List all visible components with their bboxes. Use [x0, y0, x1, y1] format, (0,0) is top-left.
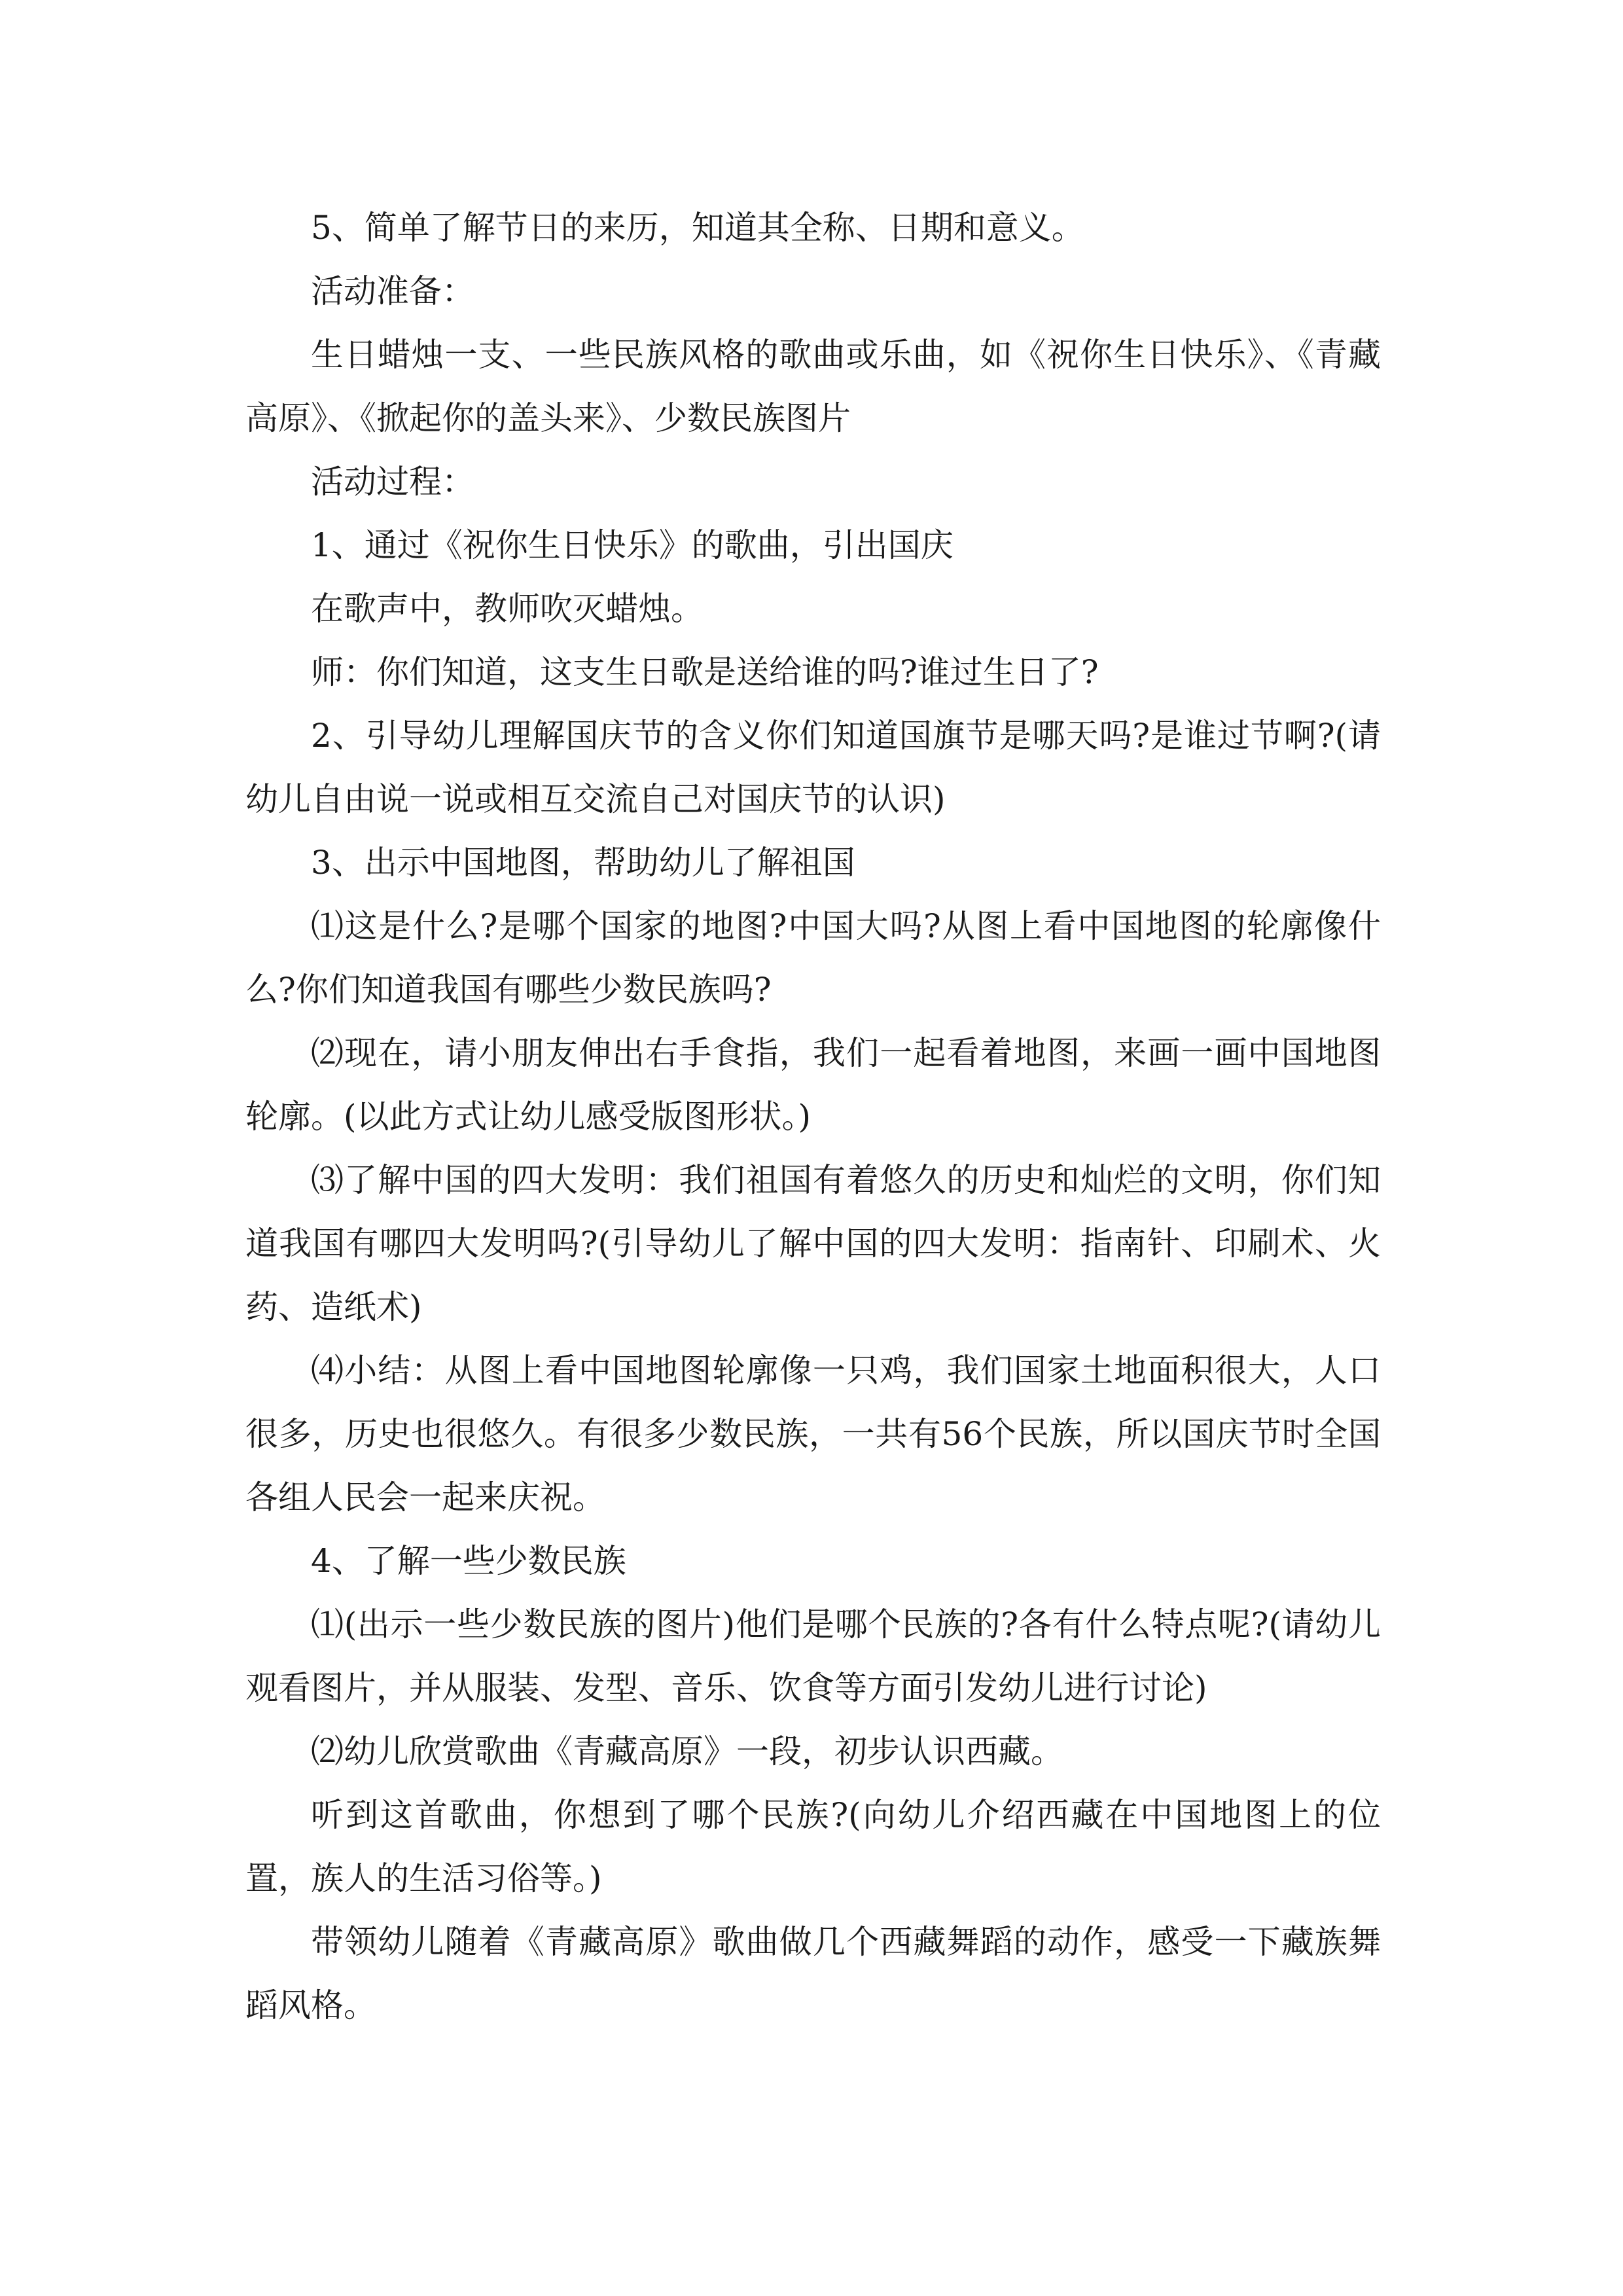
paragraph: 听到这首歌曲，你想到了哪个民族?(向幼儿介绍西藏在中国地图上的位置，族人的生活习俗等。)	[245, 1796, 1381, 1897]
paragraph: ⑴这是什么?是哪个国家的地图?中国大吗?从图上看中国地图的轮廓像什么?你们知道我国有哪些少数民族吗?	[245, 907, 1381, 1009]
paragraph: 带领幼儿随着《青藏高原》歌曲做几个西藏舞蹈的动作，感受一下藏族舞蹈风格。	[245, 1923, 1381, 2024]
paragraph: ⑵现在，请小朋友伸出右手食指，我们一起看着地图，来画一画中国地图轮廓。(以此方式让幼儿感受版图形状。)	[245, 1034, 1381, 1136]
section-heading: 活动过程：	[311, 463, 474, 501]
paragraph: 在歌声中，教师吹灭蜡烛。	[311, 590, 704, 628]
paragraph: ⑵幼儿欣赏歌曲《青藏高原》一段，初步认识西藏。	[311, 1732, 1063, 1770]
section-heading: 活动准备：	[311, 272, 474, 310]
paragraph: 2、引导幼儿理解国庆节的含义你们知道国旗节是哪天吗?是谁过节啊?(请幼儿自由说一说或相互交流自己对国庆节的认识)	[245, 717, 1381, 818]
paragraph: ⑷小结：从图上看中国地图轮廓像一只鸡，我们国家土地面积很大，人口很多，历史也很悠久。有很多少数民族，一共有56个民族，所以国庆节时全国各组人民会一起来庆祝。	[245, 1352, 1381, 1516]
paragraph: 生日蜡烛一支、一些民族风格的歌曲或乐曲，如《祝你生日快乐》、《青藏高原》、《掀起你的盖头来》、少数民族图片	[245, 336, 1381, 437]
document-body	[245, 196, 1381, 2037]
paragraph: 5、简单了解节日的来历，知道其全称、日期和意义。	[311, 209, 1084, 247]
paragraph: ⑴(出示一些少数民族的图片)他们是哪个民族的?各有什么特点呢?(请幼儿观看图片，并从服装、发型、音乐、饮食等方面引发幼儿进行讨论)	[245, 1605, 1381, 1707]
paragraph: 3、出示中国地图，帮助幼儿了解祖国	[311, 844, 855, 882]
paragraph: 师：你们知道，这支生日歌是送给谁的吗?谁过生日了?	[311, 653, 1099, 691]
paragraph: 1、通过《祝你生日快乐》的歌曲，引出国庆	[311, 526, 954, 564]
paragraph: ⑶了解中国的四大发明：我们祖国有着悠久的历史和灿烂的文明，你们知道我国有哪四大发明吗?(引导幼儿了解中国的四大发明：指南针、印刷术、火药、造纸术)	[245, 1161, 1381, 1326]
paragraph: 4、了解一些少数民族	[311, 1542, 626, 1580]
